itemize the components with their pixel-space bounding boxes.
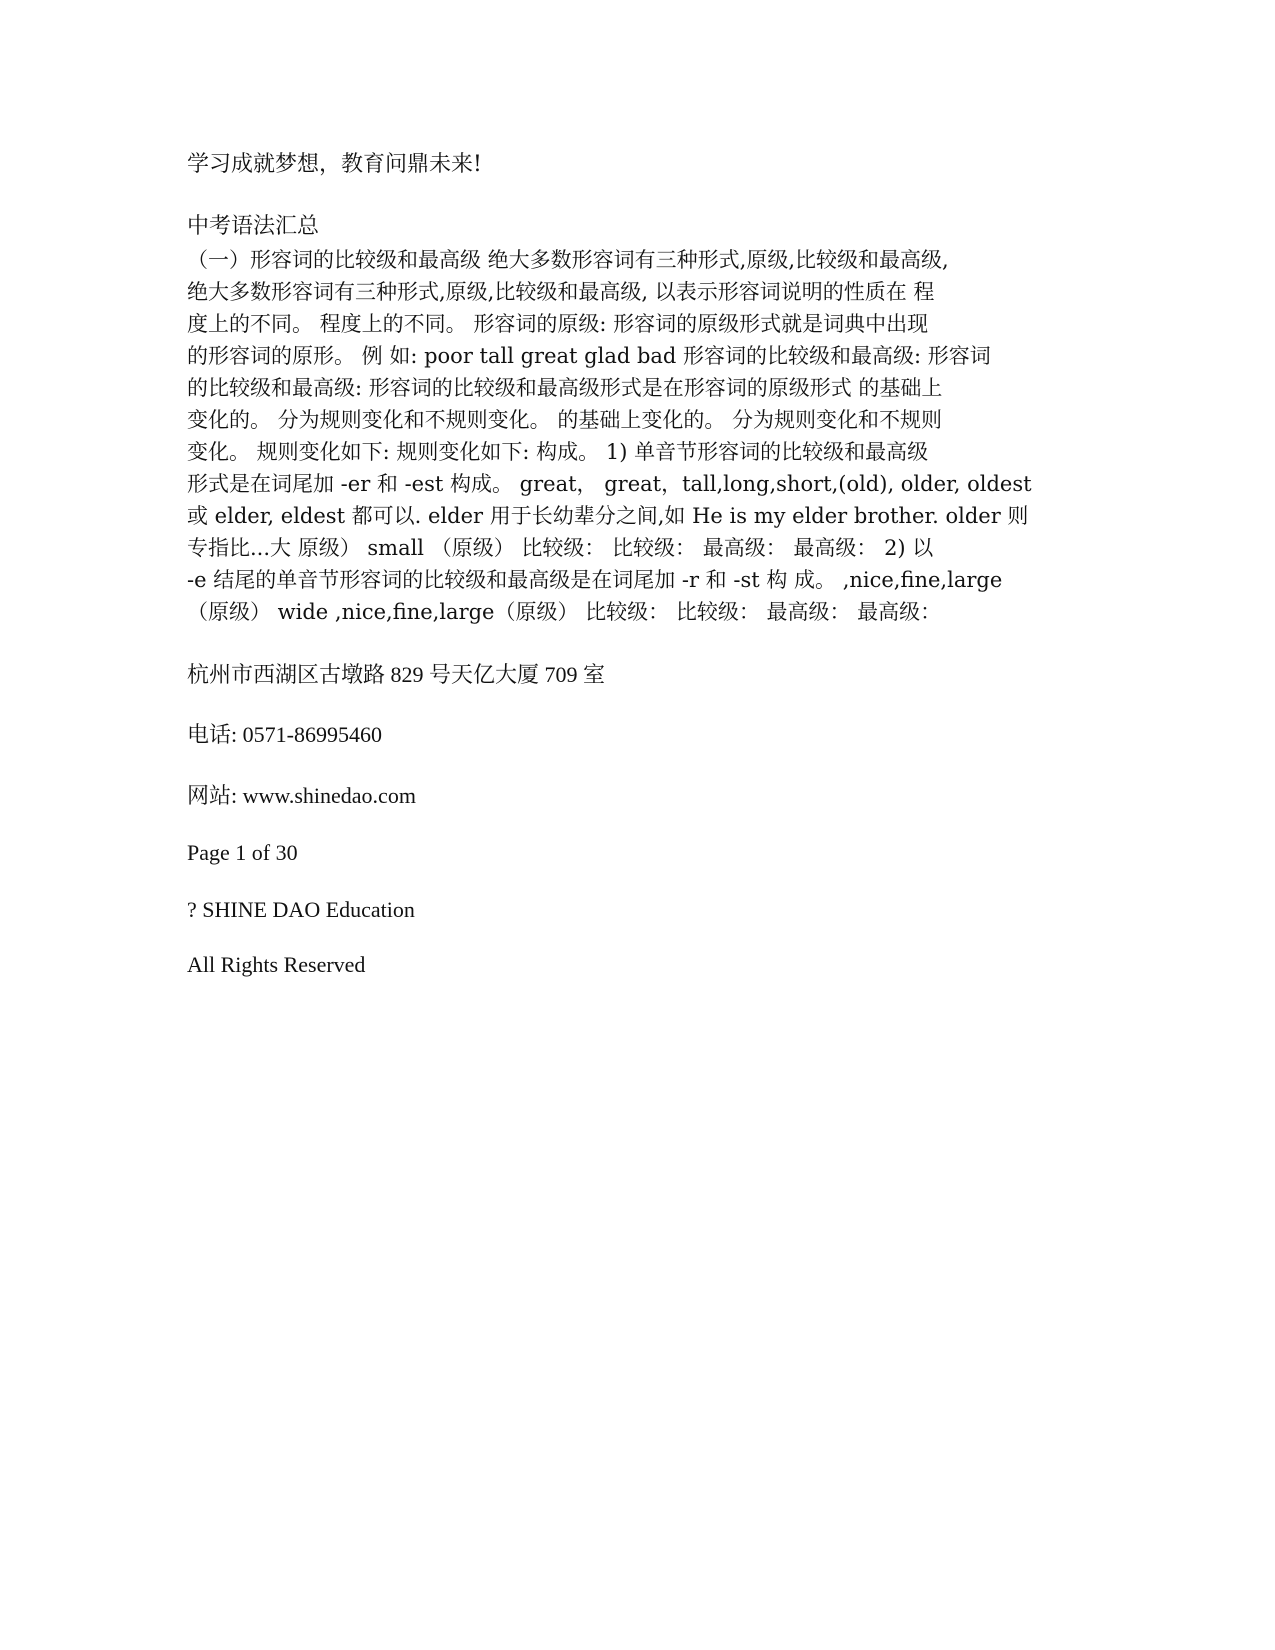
document-body	[187, 244, 1127, 628]
footer-website: 网站: www.shinedao.com	[187, 783, 416, 808]
body-line: （原级） wide ,nice,fine,large（原级） 比较级： 比较级： 最高级： 最高级：	[187, 600, 942, 624]
footer-phone: 电话: 0571-86995460	[187, 722, 382, 747]
header-slogan: 学习成就梦想，教育问鼎未来!	[187, 152, 482, 177]
body-line: 或 elder, eldest 都可以. elder 用于长幼辈分之间,如 He is my elder brother. older 则	[187, 504, 1029, 528]
footer-address: 杭州市西湖区古墩路 829 号天亿大厦 709 室	[187, 662, 606, 687]
body-line: 变化的。 分为规则变化和不规则变化。 的基础上变化的。 分为规则变化和不规则	[187, 408, 943, 432]
body-line: 度上的不同。 程度上的不同。 形容词的原级: 形容词的原级形式就是词典中出现	[187, 312, 929, 336]
body-line: 形式是在词尾加 -er 和 -est 构成。 great， great，tall,long,short,(old), older, oldest	[187, 472, 1032, 496]
body-line: 变化。 规则变化如下: 规则变化如下: 构成。 1) 单音节形容词的比较级和最高级	[187, 440, 929, 464]
footer-page-info: Page 1 of 30	[187, 840, 298, 865]
body-line: 专指比...大 原级） small （原级） 比较级： 比较级： 最高级： 最高级： 2) 以	[187, 536, 934, 560]
footer-rights: All Rights Reserved	[187, 952, 366, 977]
body-line: 的形容词的原形。 例 如: poor tall great glad bad 形容词的比较级和最高级: 形容词	[187, 344, 991, 368]
body-line: -e 结尾的单音节形容词的比较级和最高级是在词尾加 -r 和 -st 构 成。 ,nice,fine,large	[187, 568, 1003, 592]
footer-copyright: ? SHINE DAO Education	[187, 897, 415, 922]
body-line: 的比较级和最高级: 形容词的比较级和最高级形式是在形容词的原级形式 的基础上	[187, 376, 943, 400]
body-line: （一）形容词的比较级和最高级 绝大多数形容词有三种形式,原级,比较级和最高级,	[187, 248, 949, 272]
body-line: 绝大多数形容词有三种形式,原级,比较级和最高级, 以表示形容词说明的性质在 程	[187, 280, 935, 304]
document-title: 中考语法汇总	[187, 214, 320, 239]
